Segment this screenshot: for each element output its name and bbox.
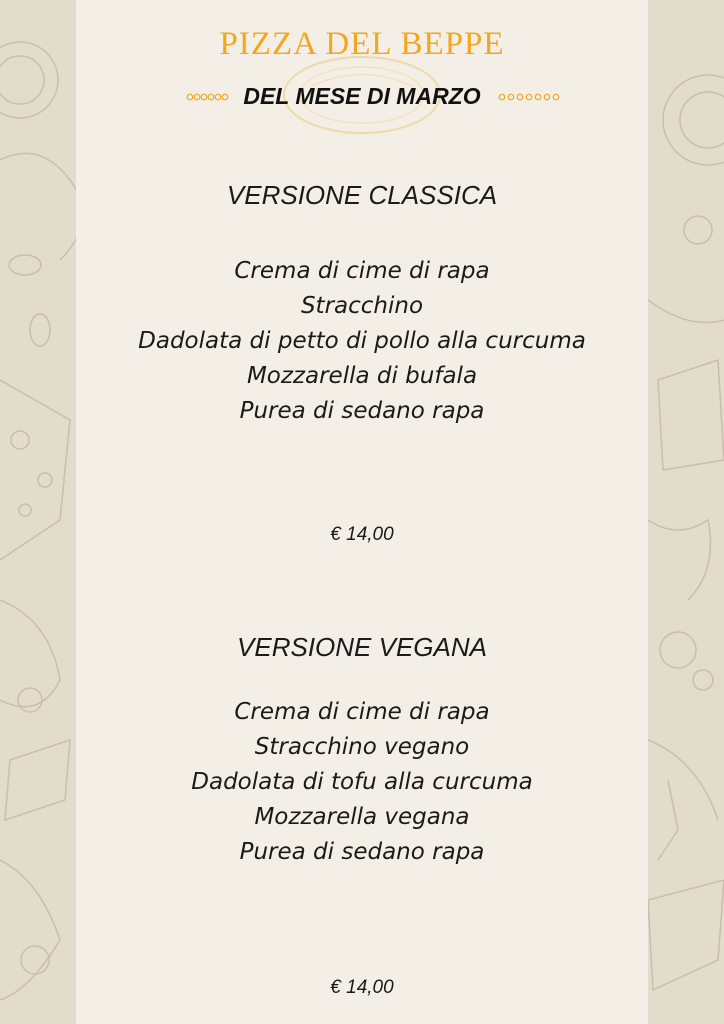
menu-paper-panel [76,0,648,1024]
list-item: Dadolata di petto di pollo alla curcuma [138,328,586,354]
section-title-vegana: VERSIONE VEGANA [237,632,487,662]
list-item: Dadolata di tofu alla curcuma [191,769,533,795]
food-sketch-illustration-left [0,0,76,1024]
right-decorative-border [648,0,724,1024]
list-item: Stracchino [300,293,424,319]
ingredient-list-vegana [0,695,724,870]
list-item: Purea di sedano rapa [239,839,485,865]
subtitle-row [0,83,724,111]
price-classica: € 14,00 [330,524,394,545]
list-item: Crema di cime di rapa [234,258,490,284]
list-item: Purea di sedano rapa [239,398,485,424]
list-item: Crema di cime di rapa [234,699,490,725]
section-title-classica: VERSIONE CLASSICA [226,180,498,210]
brand-title: PIZZA DEL BEPPE [219,26,505,62]
list-item: Stracchino vegano [254,734,470,760]
list-item: Mozzarella vegana [254,804,470,830]
ingredient-list-classica [0,254,724,429]
food-sketch-illustration-right [648,0,724,1024]
month-subtitle: DEL MESE DI MARZO [243,83,481,109]
price-vegana: € 14,00 [330,977,394,998]
list-item: Mozzarella di bufala [246,363,478,389]
left-decorative-border [0,0,76,1024]
